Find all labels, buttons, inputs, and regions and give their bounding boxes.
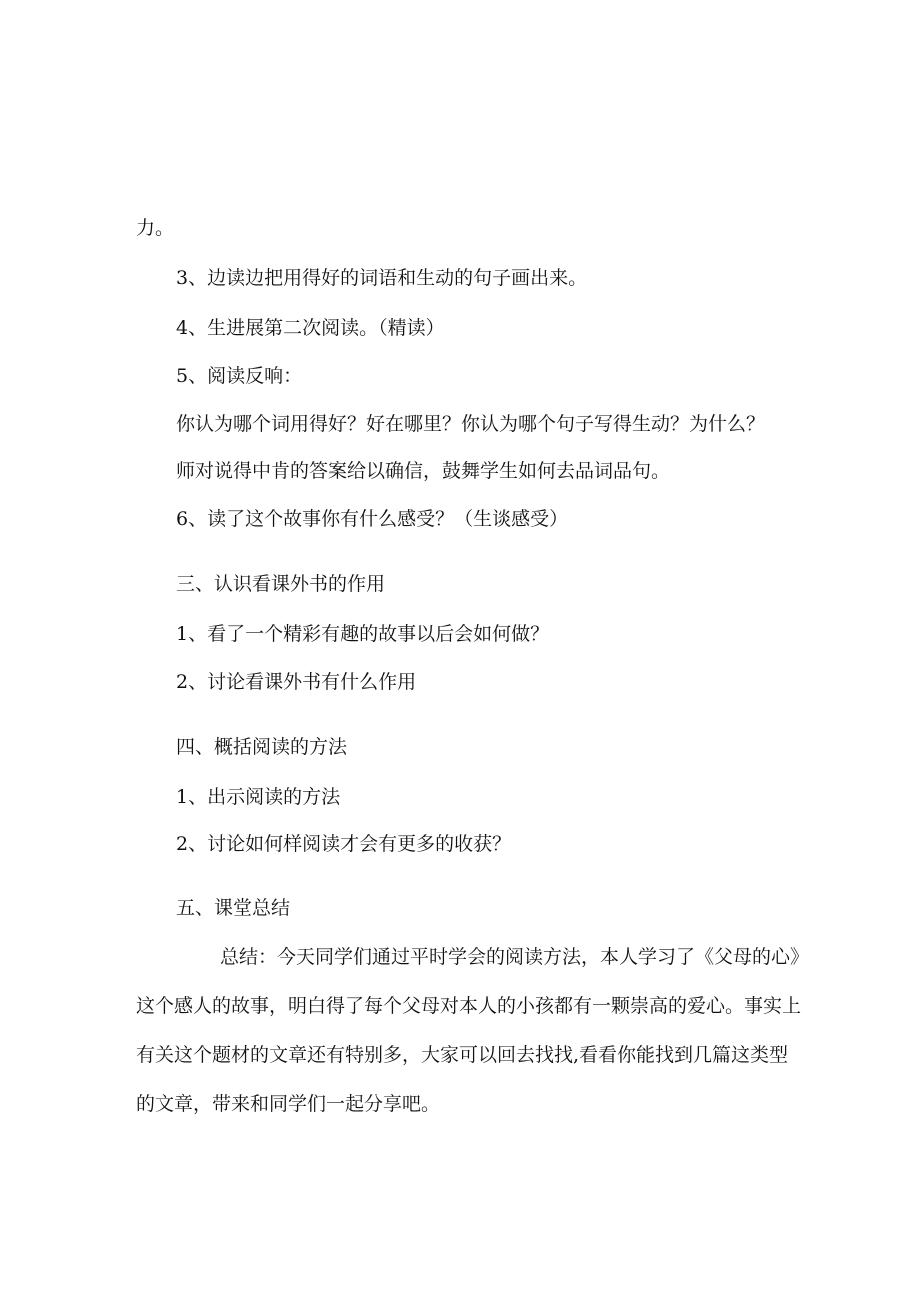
summary-paragraph: 总结：今天同学们通过平时学会的阅读方法，本人学习了《父母的心》这个感人的故事，明白得了每个父母对本人的小孩都有一颗崇高的爱心。事实上有关这个题材的文章还有特别多，大家可以回去找找,看看你能找到几篇这类型的文章，带来和同学们一起分享吧。 bbox=[136, 946, 802, 1115]
section-4-item: 2、讨论如何样阅读才会有更多的收获？ bbox=[176, 833, 512, 855]
section-3-item: 1、看了一个精彩有趣的故事以后会如何做？ bbox=[176, 623, 550, 645]
section-3-item: 2、讨论看课外书有什么作用 bbox=[176, 671, 417, 693]
section-3-heading: 三、认识看课外书的作用 bbox=[176, 573, 386, 595]
teacher-note: 师对说得中肯的答案给以确信，鼓舞学生如何去品词品句。 bbox=[176, 460, 671, 482]
section-4-heading: 四、概括阅读的方法 bbox=[176, 736, 348, 758]
step-6: 6、读了这个故事你有什么感受？（生谈感受） bbox=[176, 508, 569, 530]
step-4: 4、生进展第二次阅读。（精读） bbox=[176, 317, 445, 339]
step-5: 5、阅读反响： bbox=[176, 365, 303, 387]
question-line: 你认为哪个词用得好？好在哪里？你认为哪个句子写得生动？为什么？ bbox=[176, 413, 766, 435]
section-5-heading: 五、课堂总结 bbox=[176, 897, 291, 919]
continuation-line: 力。 bbox=[136, 217, 175, 239]
step-3: 3、边读边把用得好的词语和生动的句子画出来。 bbox=[176, 267, 588, 289]
section-4-item: 1、出示阅读的方法 bbox=[176, 786, 341, 808]
